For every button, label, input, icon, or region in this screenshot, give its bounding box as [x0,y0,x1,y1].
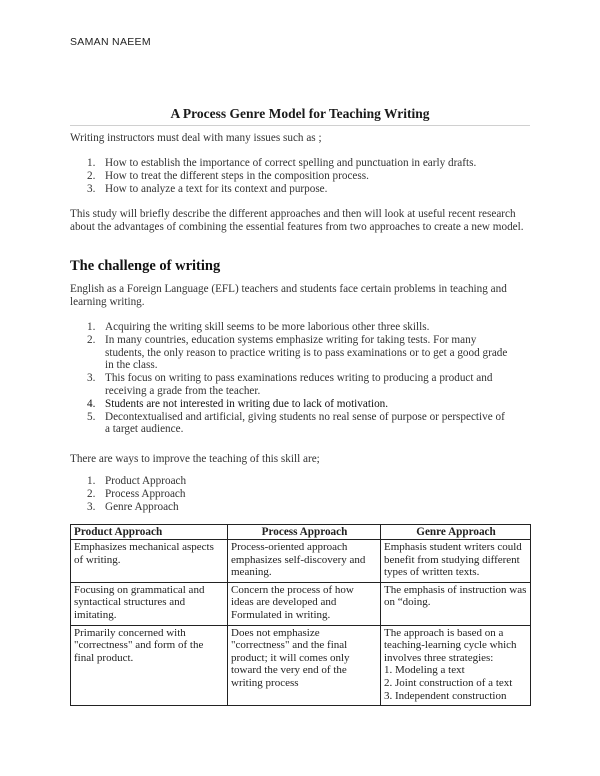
genre-strategy-item: 1. Modeling a text [384,664,465,677]
list-item: 5. Decontextualised and artificial, giving students no real sense of purpose or perspective of a target audience. [87,410,505,436]
table-cell: Does not emphasize "correctness" and the final product; it will comes only toward the very end of the writing process [228,625,381,706]
table-row [71,582,531,625]
table-cell: Focusing on grammatical and syntactical structures and imitating. [71,582,228,625]
table-cell: Concern the process of how ideas are developed and Formulated in writing. [228,582,381,625]
list-item: 2. In many countries, education systems emphasize writing for taking tests. For many students, the only reason to practice writing is to pass examinations or to get a good grade in the class. [87,333,508,372]
table-cell: Process-oriented approach emphasizes self-discovery and meaning. [228,540,381,583]
genre-strategy-item: 3. Independent construction [384,689,507,702]
column-header-genre: Genre Approach [381,525,531,540]
section-heading: The challenge of writing [70,258,221,274]
genre-cycle-text: The approach is based on a teaching-learning cycle which involves three strategies: [384,626,517,664]
page-header-author: SAMAN NAEEM [70,36,151,48]
list-item: 2. How to treat the different steps in the composition process. [87,169,369,182]
table-cell [381,625,531,706]
column-header-process: Process Approach [228,525,381,540]
ways-intro-paragraph: There are ways to improve the teaching of this skill are; [70,453,320,465]
list-item: 1. Product Approach [87,475,187,487]
list-item: 3. How to analyze a text for its context and purpose. [87,182,328,195]
list-item: 3. This focus on writing to pass examinations reduces writing to producing a product and receiving a grade from the teacher. [87,372,493,397]
approaches-comparison-table [70,524,531,706]
approaches-list [70,475,510,513]
table-cell: Emphasizes mechanical aspects of writing. [71,540,228,583]
title-divider [70,125,530,126]
list-item: 3. Genre Approach [87,500,179,513]
issues-list [70,157,510,195]
list-item: 4. Students are not interested in writing due to lack of motivation. [87,397,389,410]
list-item: 1. How to establish the importance of correct spelling and punctuation in early drafts. [87,157,477,169]
document-title: A Process Genre Model for Teaching Writing [170,106,430,121]
table-row [71,625,531,706]
table-cell: The emphasis of instruction was on “doing. [381,582,531,625]
list-item: 1. Acquiring the writing skill seems to be more laborious other three skills. [87,321,430,333]
genre-strategy-item: 2. Joint construction of a text [384,676,513,689]
table-cell: Emphasis student writers could benefit from studying different types of written texts. [381,540,531,583]
problems-list [70,321,510,436]
list-item: 2. Process Approach [87,487,186,500]
table-row [71,540,531,583]
table-header-row [71,525,531,540]
intro-paragraph: Writing instructors must deal with many issues such as ; [70,132,322,144]
challenge-paragraph: English as a Foreign Language (EFL) teachers and students face certain problems in teaching and learning writing. [70,283,507,308]
column-header-product: Product Approach [71,525,228,540]
table-cell: Primarily concerned with "correctness" and form of the final product. [71,625,228,706]
study-paragraph: This study will briefly describe the different approaches and then will look at useful recent research about the advantages of combining the essential features from two approaches to create a new model. [70,208,524,233]
